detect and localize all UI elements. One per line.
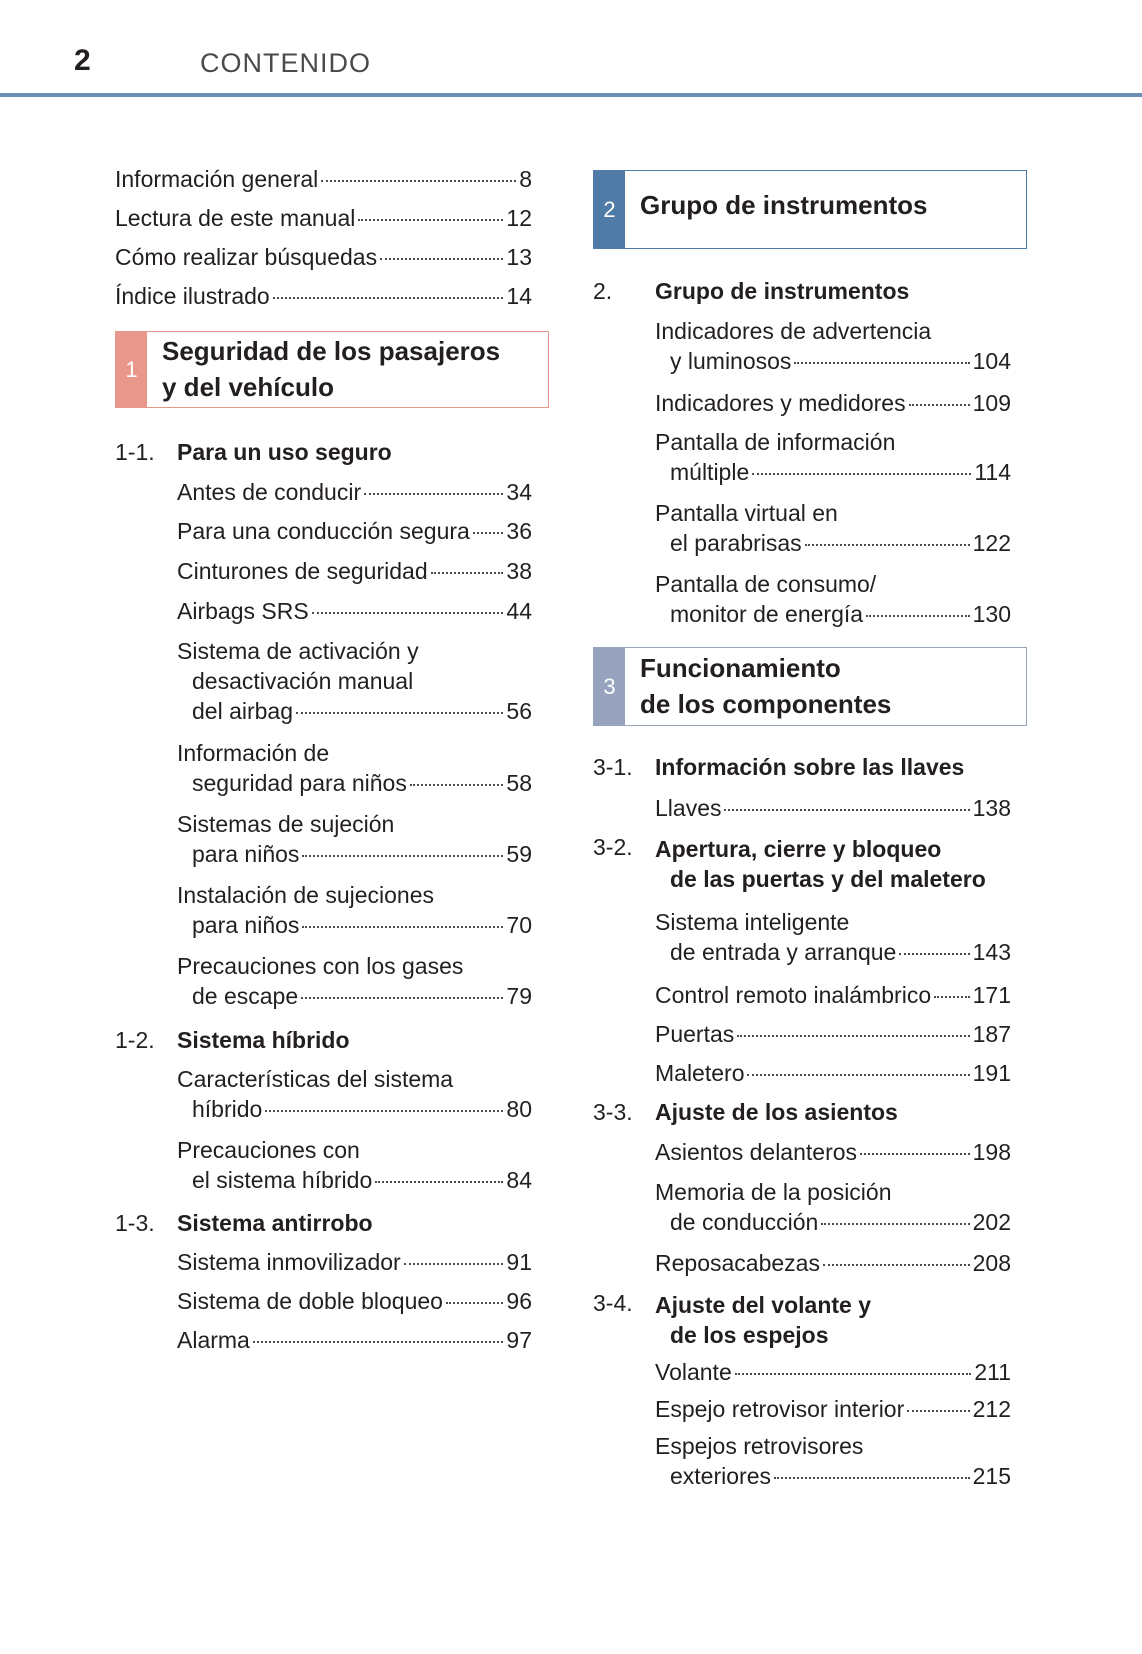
toc-entry[interactable]: Pantalla de consumo/ monitor de energía 130 bbox=[655, 571, 1011, 627]
section-number-tab: 2 bbox=[594, 171, 625, 248]
toc-entry[interactable]: Espejos retrovisores exteriores 215 bbox=[655, 1433, 1011, 1489]
toc-entry[interactable]: Antes de conducir 34 bbox=[177, 479, 532, 505]
toc-entry[interactable]: Control remoto inalámbrico 171 bbox=[655, 982, 1011, 1008]
section-number-tab: 1 bbox=[116, 332, 147, 407]
toc-entry[interactable]: Sistemas de sujeción para niños 59 bbox=[177, 811, 532, 867]
section-1-header[interactable] bbox=[115, 331, 549, 408]
toc-entry[interactable]: Alarma 97 bbox=[177, 1327, 532, 1353]
toc-entry[interactable]: Sistema inmovilizador 91 bbox=[177, 1249, 532, 1275]
section-title: Seguridad de los pasajeros y del vehículo bbox=[162, 336, 501, 402]
section-title: Grupo de instrumentos bbox=[640, 190, 928, 220]
toc-entry[interactable]: Para una conducción segura 36 bbox=[177, 518, 532, 544]
toc-entry[interactable]: Volante 211 bbox=[655, 1359, 1011, 1385]
toc-entry[interactable]: Llaves 138 bbox=[655, 795, 1011, 821]
toc-entry[interactable]: Cómo realizar búsquedas 13 bbox=[115, 244, 532, 270]
toc-entry[interactable]: Características del sistema híbrido 80 bbox=[177, 1066, 532, 1122]
toc-entry[interactable]: Cinturones de seguridad 38 bbox=[177, 558, 532, 584]
page-title: CONTENIDO bbox=[200, 48, 371, 78]
toc-entry[interactable]: Airbags SRS 44 bbox=[177, 598, 532, 624]
toc-entry[interactable]: Puertas 187 bbox=[655, 1021, 1011, 1047]
toc-entry[interactable]: Índice ilustrado 14 bbox=[115, 283, 532, 309]
section-number-tab: 3 bbox=[594, 648, 625, 725]
toc-entry[interactable]: Indicadores y medidores 109 bbox=[655, 390, 1011, 416]
toc-entry[interactable]: Espejo retrovisor interior 212 bbox=[655, 1396, 1011, 1422]
toc-entry[interactable]: Instalación de sujeciones para niños 70 bbox=[177, 882, 532, 938]
toc-entry[interactable]: Pantalla virtual en el parabrisas 122 bbox=[655, 500, 1011, 556]
toc-entry[interactable]: Sistema inteligente de entrada y arranque 143 bbox=[655, 909, 1011, 965]
toc-entry[interactable]: Asientos delanteros 198 bbox=[655, 1139, 1011, 1165]
toc-entry[interactable]: Reposacabezas 208 bbox=[655, 1250, 1011, 1276]
toc-entry[interactable]: Información de seguridad para niños 58 bbox=[177, 740, 532, 796]
section-title: Funcionamiento de los componentes bbox=[640, 653, 892, 719]
toc-entry[interactable]: Pantalla de información múltiple 114 bbox=[655, 429, 1011, 485]
toc-entry[interactable]: Lectura de este manual 12 bbox=[115, 205, 532, 231]
toc-entry[interactable]: Memoria de la posición de conducción 202 bbox=[655, 1179, 1011, 1235]
toc-entry[interactable]: Precauciones con el sistema híbrido 84 bbox=[177, 1137, 532, 1193]
section-2-header[interactable] bbox=[593, 170, 1027, 249]
header-divider bbox=[0, 93, 1142, 97]
toc-entry[interactable]: Indicadores de advertencia y luminosos 104 bbox=[655, 318, 1011, 374]
section-3-header[interactable] bbox=[593, 647, 1027, 726]
toc-entry[interactable]: Información general 8 bbox=[115, 166, 532, 192]
page-number: 2 bbox=[74, 44, 91, 77]
toc-entry[interactable]: Sistema de activación y desactivación manual del airbag 56 bbox=[177, 638, 532, 724]
toc-entry[interactable]: Precauciones con los gases de escape 79 bbox=[177, 953, 532, 1009]
toc-entry[interactable]: Maletero 191 bbox=[655, 1060, 1011, 1086]
toc-entry[interactable]: Sistema de doble bloqueo 96 bbox=[177, 1288, 532, 1314]
